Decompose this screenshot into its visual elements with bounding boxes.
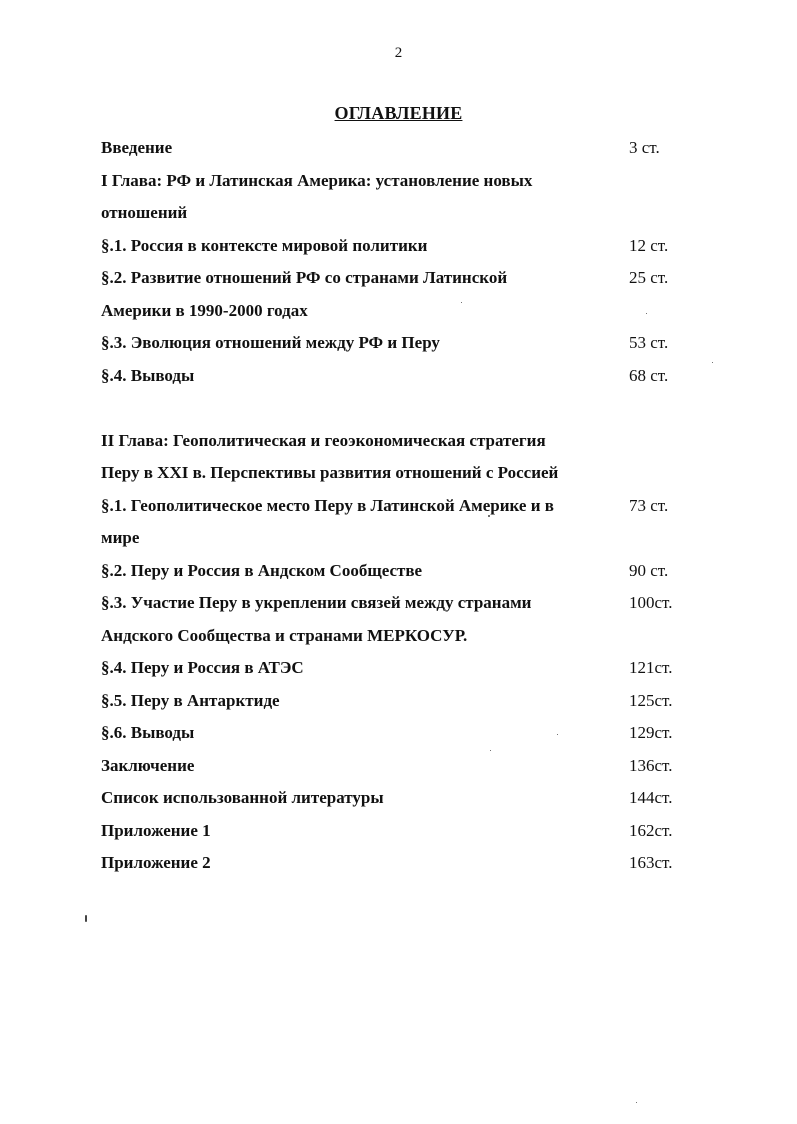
scan-speck — [646, 313, 647, 314]
toc-entry-appendix-2 — [101, 847, 701, 880]
scan-speck — [490, 750, 491, 751]
toc-entry-text: Приложение 2 — [101, 853, 211, 872]
toc-entry-page: 3 ст. — [629, 138, 660, 157]
toc-entry-chapter-2-heading-cont — [101, 457, 701, 490]
toc-entry-text: Введение — [101, 138, 173, 157]
toc-entry-page: 144ст. — [629, 788, 673, 807]
toc-entry-introduction — [101, 132, 701, 165]
toc-entry-text: §.3. Участие Перу в укреплении связей между странами — [101, 593, 532, 612]
toc-entry-text: §.2. Перу и Россия в Андском Сообществе — [101, 560, 423, 580]
scan-speck — [85, 915, 87, 922]
toc-entry-text: отношений — [101, 203, 188, 222]
toc-entry-1-2-cont — [101, 295, 701, 328]
toc-entry-text: Перу в XXI в. Перспективы развития отношений с Россией — [101, 463, 559, 482]
toc-entry-page: 121ст. — [629, 658, 673, 677]
toc-entry-text: Америки в 1990-2000 годах — [101, 300, 308, 320]
toc-entry-bibliography — [101, 782, 701, 815]
toc-entry-text: §.4. Перу и Россия в АТЭС — [101, 658, 304, 677]
toc-entry-text: §.5. Перу в Антарктиде — [101, 690, 280, 710]
toc-entry-chapter-2-heading — [101, 425, 701, 458]
toc-entry-appendix-1 — [101, 815, 701, 848]
toc-entry-text: §.2. Развитие отношений РФ со странами Латинской — [101, 268, 508, 287]
toc-entry-1-2 — [101, 262, 701, 295]
section-gap — [101, 392, 701, 425]
toc-entry-text: Андского Сообщества и странами МЕРКОСУР. — [101, 625, 468, 645]
toc-entry-2-4 — [101, 652, 701, 685]
toc-entry-text: Заключение — [101, 755, 195, 775]
toc-entry-page: 25 ст. — [629, 268, 669, 287]
toc-entry-text: I Глава: РФ и Латинская Америка: установление новых — [101, 170, 533, 190]
toc-entry-page: 12 ст. — [629, 235, 669, 255]
toc-entry-text: мире — [101, 528, 140, 547]
table-of-contents — [101, 132, 701, 880]
toc-entry-2-3-cont — [101, 620, 701, 653]
toc-entry-page: 136ст. — [629, 755, 673, 775]
scan-speck — [712, 362, 713, 363]
toc-entry-2-6 — [101, 717, 701, 750]
scan-speck — [636, 1102, 637, 1103]
toc-entry-page: 90 ст. — [629, 560, 669, 580]
toc-entry-1-3 — [101, 327, 701, 360]
toc-entry-text: §.1. Россия в контексте мировой политики — [101, 235, 428, 255]
toc-entry-page: 163ст. — [629, 853, 673, 872]
toc-entry-text: §.1. Геополитическое место Перу в Латинской Америке и в — [101, 495, 554, 515]
toc-entry-text: §.3. Эволюция отношений между РФ и Перу — [101, 333, 440, 352]
toc-entry-page: 100ст. — [629, 593, 673, 612]
toc-entry-1-4 — [101, 360, 701, 393]
toc-entry-2-1 — [101, 490, 701, 523]
toc-entry-text: §.4. Выводы — [101, 365, 195, 385]
toc-entry-chapter-1-heading — [101, 165, 701, 198]
toc-entry-text: §.6. Выводы — [101, 723, 195, 742]
toc-entry-text: Список использованной литературы — [101, 788, 384, 807]
toc-entry-2-3 — [101, 587, 701, 620]
toc-title: ОГЛАВЛЕНИЕ — [334, 103, 463, 123]
toc-entry-conclusion — [101, 750, 701, 783]
toc-entry-page: 53 ст. — [629, 333, 669, 352]
toc-entry-chapter-1-heading-cont — [101, 197, 701, 230]
toc-entry-text: II Глава: Геополитическая и геоэкономическая стратегия — [101, 430, 546, 450]
scan-speck — [557, 734, 558, 735]
toc-entry-2-5 — [101, 685, 701, 718]
page-number: 2 — [394, 45, 403, 61]
scan-speck — [488, 515, 490, 517]
toc-entry-2-2 — [101, 555, 701, 588]
toc-entry-page: 162ст. — [629, 820, 673, 840]
toc-entry-1-1 — [101, 230, 701, 263]
scan-speck — [461, 302, 462, 303]
toc-entry-2-1-cont — [101, 522, 701, 555]
toc-entry-page: 68 ст. — [629, 365, 669, 385]
toc-entry-page: 129ст. — [629, 723, 673, 742]
toc-entry-text: Приложение 1 — [101, 820, 211, 840]
toc-entry-page: 73 ст. — [629, 495, 669, 515]
toc-entry-page: 125ст. — [629, 690, 673, 710]
